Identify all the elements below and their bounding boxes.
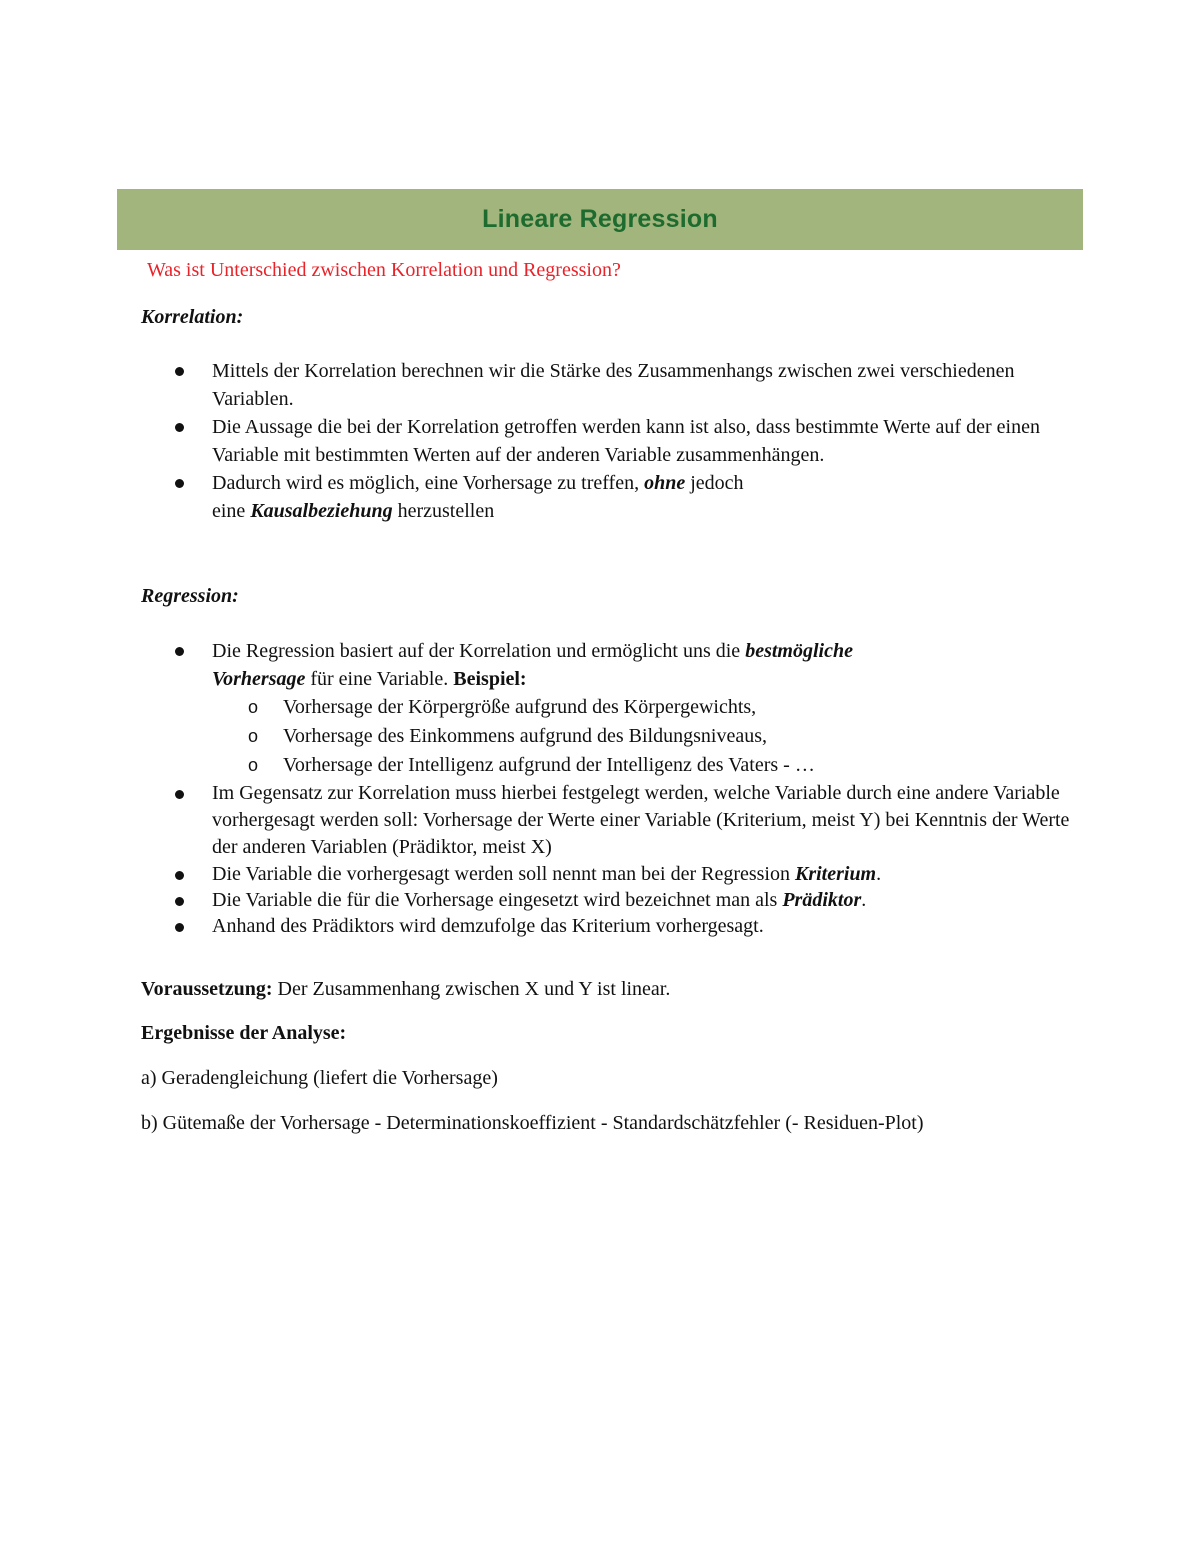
list-item	[141, 637, 1081, 780]
emphasis-kriterium: Kriterium	[794, 863, 877, 885]
sublist-item-text: Vorhersage des Einkommens aufgrund des Bildungsniveaus,	[283, 725, 767, 747]
sublist-item	[212, 693, 1081, 722]
emphasis-praediktor: Prädiktor	[782, 889, 862, 911]
list-item-text: Dadurch wird es möglich, eine Vorhersage zu treffen,	[212, 472, 645, 494]
list-item	[141, 413, 1081, 469]
list-item	[141, 887, 1081, 913]
ergebnisse-heading: Ergebnisse der Analyse:	[141, 1022, 347, 1044]
emphasis-kausalbeziehung: Kausalbeziehung	[250, 500, 393, 522]
list-item-text: Die Variable die für die Vorhersage eingesetzt wird bezeichnet man als	[212, 889, 783, 911]
voraussetzung-label: Voraussetzung:	[141, 978, 273, 1000]
sublist-item-text: Vorhersage der Körpergröße aufgrund des Körpergewichts,	[283, 696, 757, 718]
list-item	[141, 357, 1081, 413]
bullet-icon	[175, 897, 184, 906]
beispiel-sublist	[212, 693, 1081, 780]
list-item-text: Mittels der Korrelation berechnen wir die Stärke des Zusammenhangs zwischen zwei verschiedenen Variablen.	[212, 360, 1015, 410]
circle-bullet-icon: o	[248, 697, 259, 717]
voraussetzung-paragraph	[141, 975, 1041, 1003]
regression-list	[141, 637, 1081, 939]
list-item-text: Im Gegensatz zur Korrelation muss hierbei festgelegt werden, welche Variable durch eine andere Variable vorhergesagt werden soll: Vorhersage der Werte einer Variable (Kriterium, meist Y) bei Kenntnis der Werte der anderen Variablen (Prädiktor, meist X)	[212, 782, 1070, 858]
bullet-icon	[175, 479, 184, 488]
guiding-question: Was ist Unterschied zwischen Korrelation und Regression?	[147, 259, 621, 281]
sublist-item	[212, 751, 1081, 780]
ergebnisse-item-b: b) Gütemaße der Vorhersage - Determinationskoeffizient - Standardschätzfehler (- Residuen-Plot)	[141, 1112, 924, 1134]
korrelation-heading: Korrelation:	[141, 306, 244, 328]
bullet-icon	[175, 423, 184, 432]
emphasis-bestmoegliche: bestmögliche	[745, 640, 853, 662]
list-item-text: Die Regression basiert auf der Korrelation und ermöglicht uns die	[212, 640, 746, 662]
bullet-icon	[175, 923, 184, 932]
voraussetzung-text: Der Zusammenhang zwischen X und Y ist linear.	[272, 978, 671, 1000]
list-item-text: .	[861, 889, 867, 911]
list-item-text: Die Variable die vorhergesagt werden soll nennt man bei der Regression	[212, 863, 795, 885]
list-item-text: jedoch	[685, 472, 744, 494]
list-item	[141, 780, 1081, 861]
korrelation-list	[141, 357, 1081, 525]
list-item-text: Die Aussage die bei der Korrelation getroffen werden kann ist also, dass bestimmte Werte auf der einen Variable mit bestimmten Werten auf der anderen Variable zusammenhängen.	[212, 416, 1040, 466]
sublist-item	[212, 722, 1081, 751]
list-item-text: Anhand des Prädiktors wird demzufolge das Kriterium vorhergesagt.	[212, 915, 764, 937]
list-item	[141, 861, 1081, 887]
ergebnisse-item-a: a) Geradengleichung (liefert die Vorhersage)	[141, 1067, 498, 1089]
list-item	[141, 913, 1081, 939]
list-item	[141, 469, 1081, 525]
bullet-icon	[175, 790, 184, 799]
emphasis-ohne: ohne	[644, 472, 686, 494]
list-item-text: eine	[212, 500, 251, 522]
bullet-icon	[175, 367, 184, 376]
title-banner	[117, 189, 1083, 250]
list-item-text: .	[876, 863, 882, 885]
document-title: Lineare Regression	[482, 205, 718, 233]
emphasis-vorhersage: Vorhersage	[212, 668, 306, 690]
list-item-text: für eine Variable.	[305, 668, 454, 690]
circle-bullet-icon: o	[248, 726, 259, 746]
circle-bullet-icon: o	[248, 755, 259, 775]
bullet-icon	[175, 647, 184, 656]
regression-heading: Regression:	[141, 585, 239, 607]
sublist-item-text: Vorhersage der Intelligenz aufgrund der Intelligenz des Vaters - …	[283, 754, 815, 776]
bullet-icon	[175, 871, 184, 880]
list-item-text: herzustellen	[392, 500, 495, 522]
beispiel-label: Beispiel:	[453, 668, 527, 690]
